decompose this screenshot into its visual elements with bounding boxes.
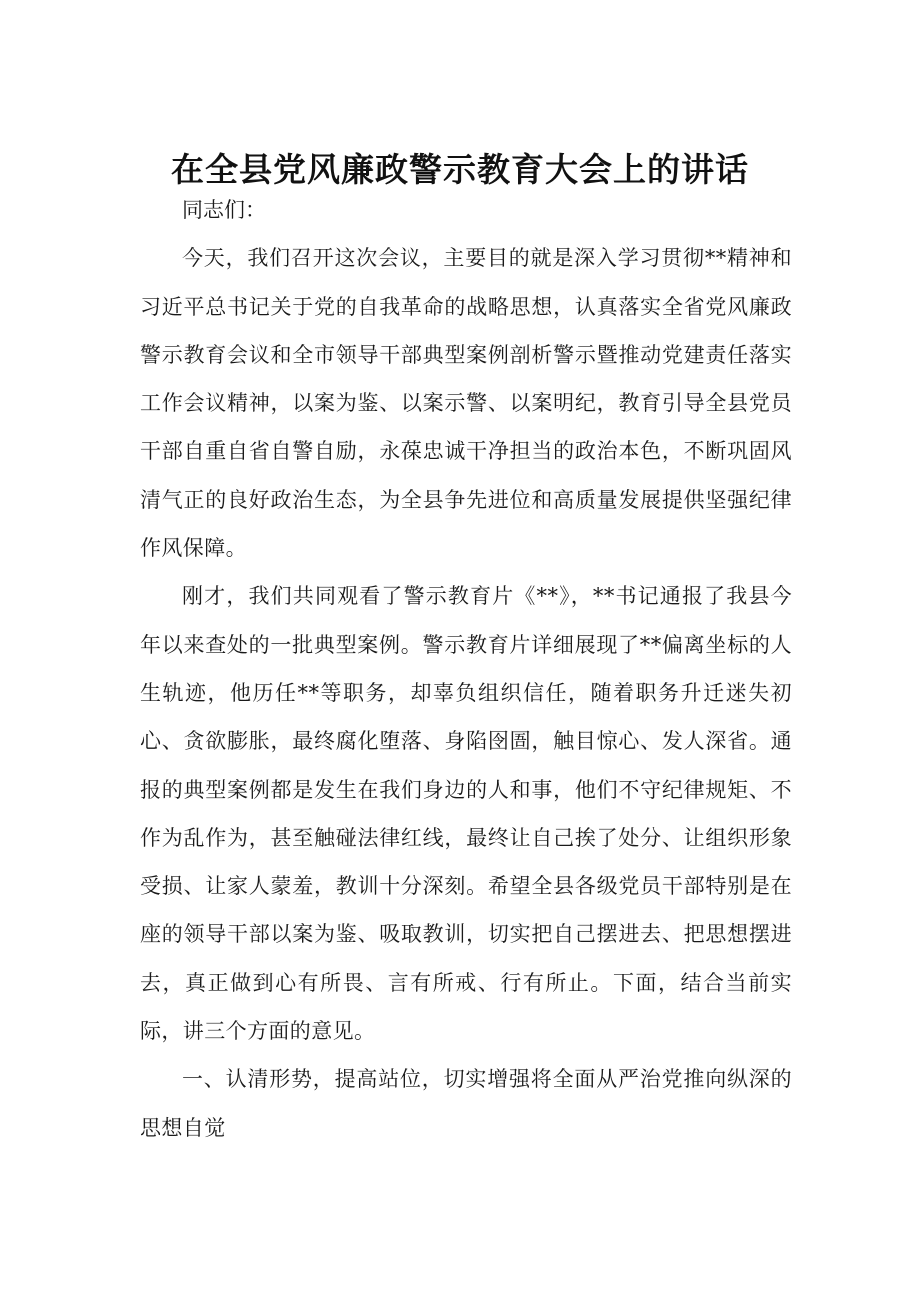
paragraph-opening: 今天，我们召开这次会议，主要目的就是深入学习贯彻**精神和习近平总书记关于党的自我革命的战略思想，认真落实全省党风廉政警示教育会议和全市领导干部典型案例剖析警示暨推动党建责任落实工作会议精神，以案为鉴、以案示警、以案明纪，教育引导全县党员干部自重自省自警自励，永葆忠诚干净担当的政治本色，不断巩固风清气正的良好政治生态，为全县争先进位和高质量发展提供坚强纪律作风保障。: [140, 246, 792, 561]
salutation: 同志们：: [182, 198, 266, 222]
document-body: [140, 186, 792, 1152]
document-title: 在全县党风廉政警示教育大会上的讲话: [171, 150, 749, 189]
paragraph-warning-cases: 刚才，我们共同观看了警示教育片《**》，**书记通报了我县今年以来查处的一批典型案例。警示教育片详细展现了**偏离坐标的人生轨迹，他历任**等职务，却辜负组织信任，随着职务升迁迷失初心、贪欲膨胀，最终腐化堕落、身陷囹圄，触目惊心、发人深省。通报的典型案例都是发生在我们身边的人和事，他们不守纪律规矩、不作为乱作为，甚至触碰法律红线，最终让自己挨了处分、让组织形象受损、让家人蒙羞，教训十分深刻。希望全县各级党员干部特别是在座的领导干部以案为鉴、吸取教训，切实把自己摆进去、把思想摆进去，真正做到心有所畏、言有所戒、行有所止。下面，结合当前实际，讲三个方面的意见。: [140, 584, 792, 1044]
section-heading-1: 一、认清形势，提高站位，切实增强将全面从严治党推向纵深的思想自觉: [140, 1067, 792, 1140]
